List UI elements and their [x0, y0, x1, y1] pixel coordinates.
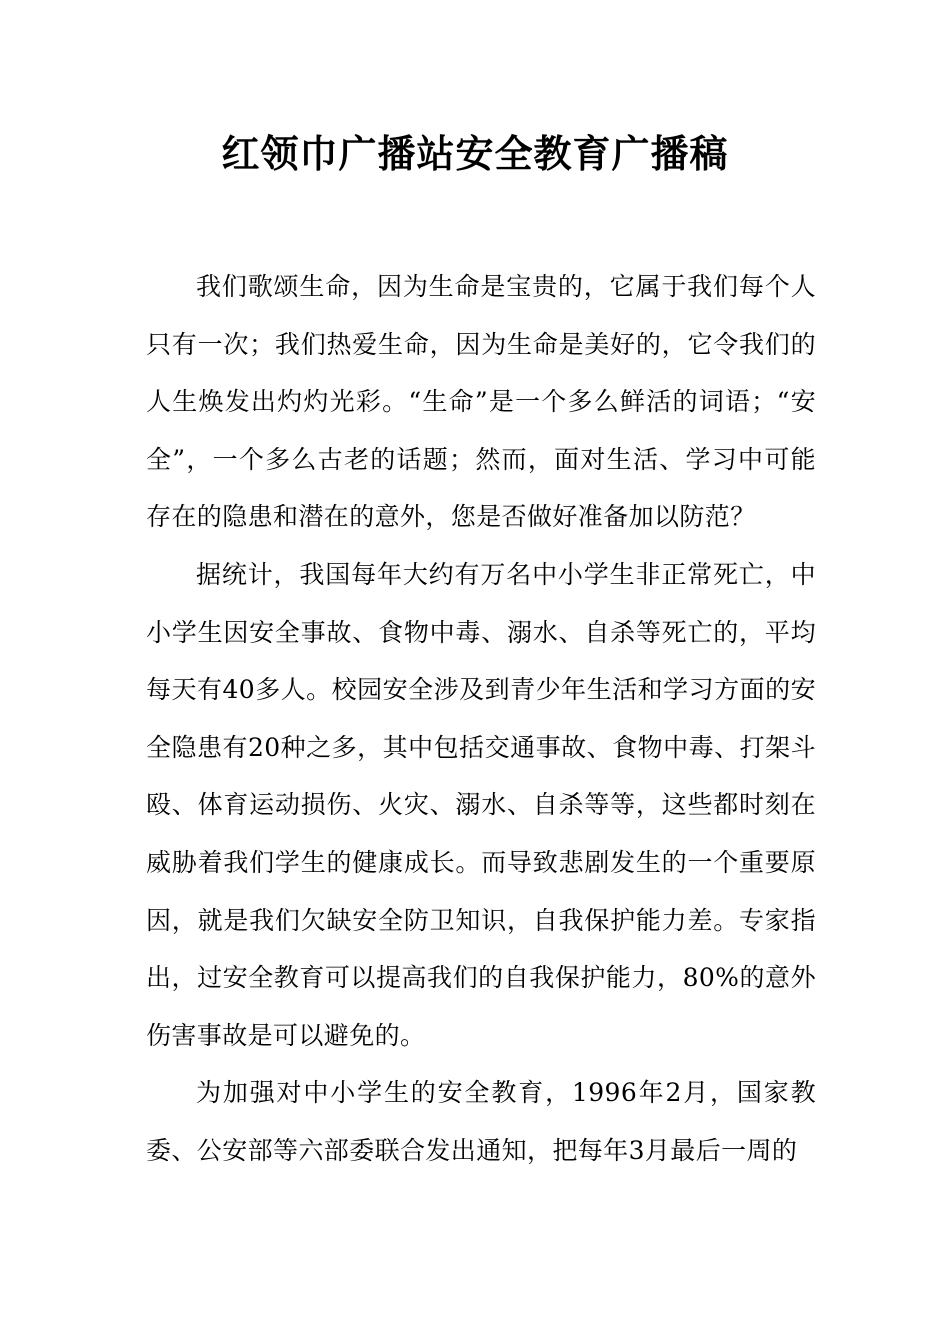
paragraph-1: 我们歌颂生命，因为生命是宝贵的，它属于我们每个人只有一次；我们热爱生命，因为生命是美好的，它令我们的人生焕发出灼灼光彩。“生命”是一个多么鲜活的词语；“安全”，一个多么古老的话题；然而，面对生活、学习中可能存在的隐患和潜在的意外，您是否做好准备加以防范？	[146, 272, 816, 532]
paragraph-2: 据统计，我国每年大约有万名中小学生非正常死亡，中小学生因安全事故、食物中毒、溺水、自杀等死亡的，平均每天有40多人。校园安全涉及到青少年生活和学习方面的安全隐患有20种之多，其中包括交通事故、食物中毒、打架斗殴、体育运动损伤、火灾、溺水、自杀等等，这些都时刻在威胁着我们学生的健康成长。而导致悲剧发生的一个重要原因，就是我们欠缺安全防卫知识，自我保护能力差。专家指出，过安全教育可以提高我们的自我保护能力，80%的意外伤害事故是可以避免的。	[146, 559, 816, 1050]
paragraph-3: 为加强对中小学生的安全教育，1996年2月，国家教委、公安部等六部委联合发出通知，把每年3月最后一周的	[146, 1078, 816, 1165]
document-title: 红领巾广播站安全教育广播稿	[221, 131, 729, 176]
document-body	[146, 258, 816, 1180]
